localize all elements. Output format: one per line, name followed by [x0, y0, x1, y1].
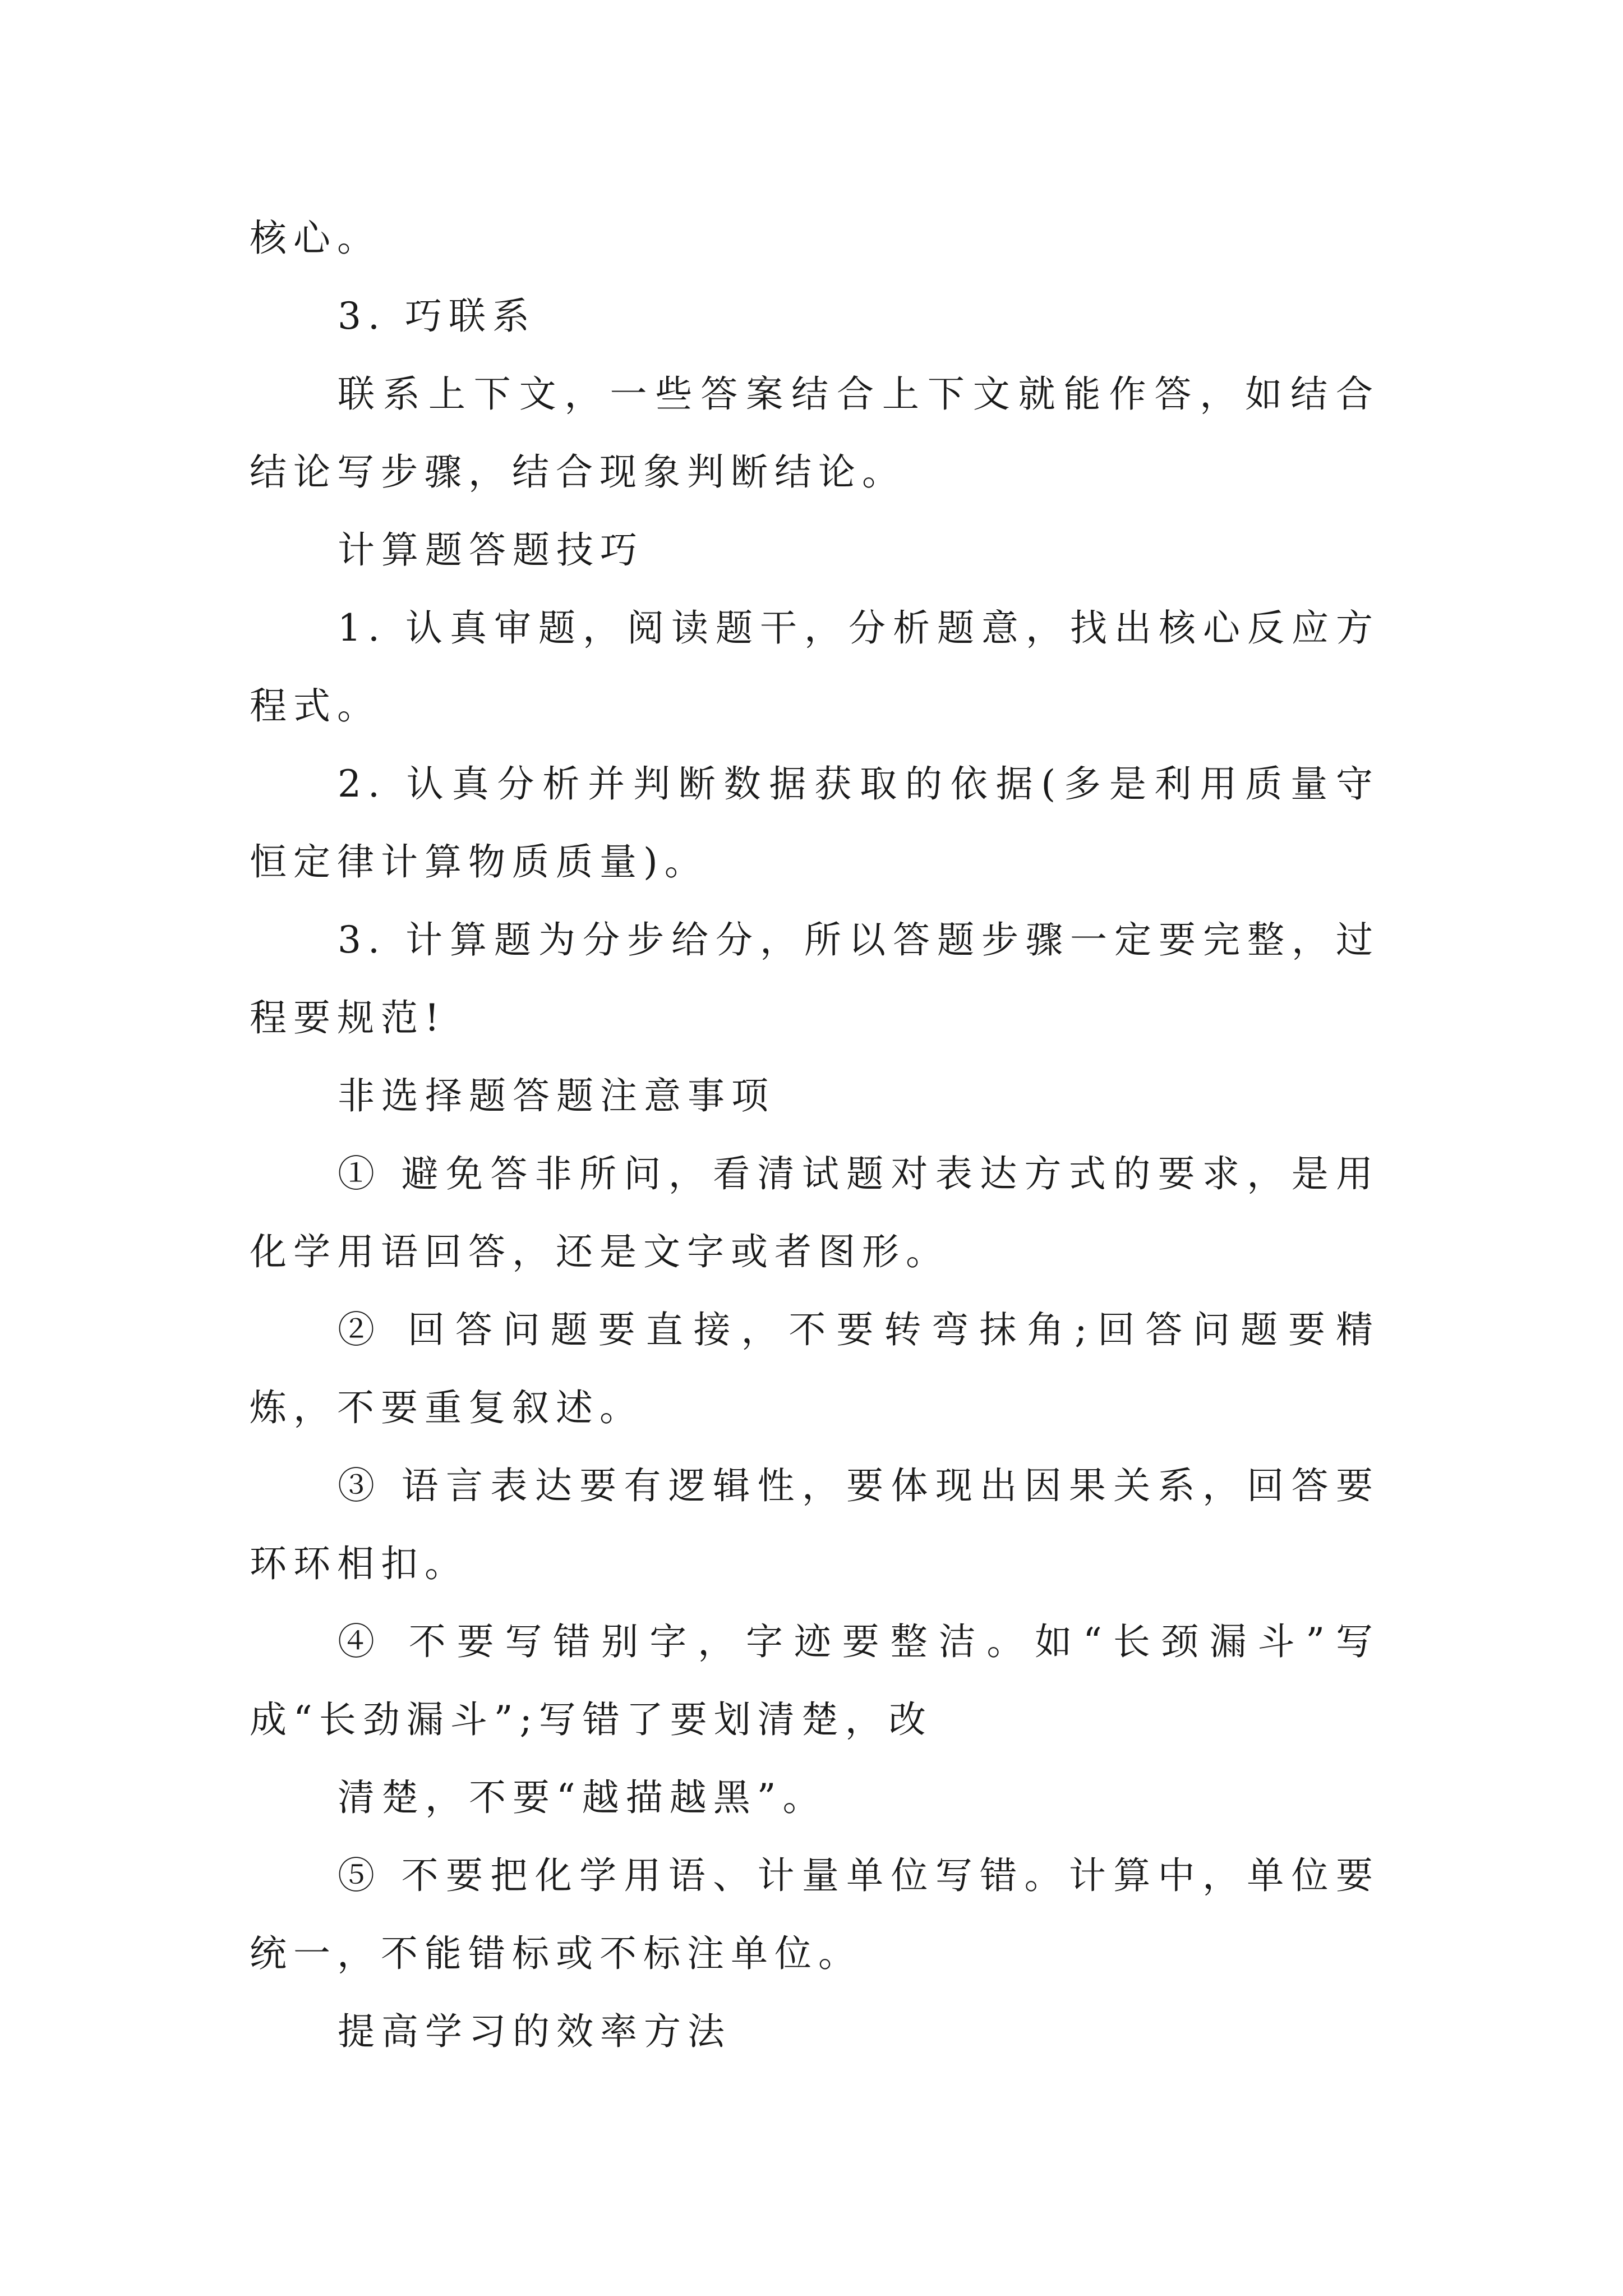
heading-qiao-lianxi: 3. 巧联系	[338, 295, 536, 338]
paragraph-lianxi: 联系上下文，一些答案结合上下文就能作答，如结合结论写步骤，结合现象判断结论。	[250, 372, 1380, 494]
paragraph-calc-2: 2. 认真分析并判断数据获取的依据(多是利用质量守恒定律计算物质质量)。	[250, 762, 1380, 884]
paragraph-note-4-continued: 清楚，不要“越描越黑”。	[338, 1776, 827, 1819]
paragraph-calc-1: 1. 认真审题，阅读题干，分析题意，找出核心反应方程式。	[250, 606, 1380, 728]
paragraph-note-5: ⑤ 不要把化学用语、计量单位写错。计算中，单位要统一，不能错标或不标注单位。	[250, 1854, 1380, 1975]
document-body	[250, 199, 1380, 2070]
paragraph-calc-3: 3. 计算题为分步给分，所以答题步骤一定要完整，过程要规范!	[250, 918, 1380, 1039]
paragraph-note-4: ④ 不要写错别字，字迹要整洁。如“长颈漏斗”写成“长劲漏斗”;写错了要划清楚，改	[250, 1620, 1380, 1741]
paragraph-note-3: ③ 语言表达要有逻辑性，要体现出因果关系，回答要环环相扣。	[250, 1464, 1380, 1585]
paragraph-note-1: ① 避免答非所问，看清试题对表达方式的要求，是用化学用语回答，还是文字或者图形。	[250, 1152, 1380, 1273]
heading-non-choice: 非选择题答题注意事项	[338, 1074, 775, 1117]
heading-efficiency: 提高学习的效率方法	[338, 2010, 731, 2053]
paragraph-note-2: ② 回答问题要直接，不要转弯抹角;回答问题要精炼，不要重复叙述。	[250, 1308, 1380, 1429]
paragraph-continuation: 核心。	[250, 217, 381, 260]
heading-calc-tips: 计算题答题技巧	[338, 528, 644, 572]
